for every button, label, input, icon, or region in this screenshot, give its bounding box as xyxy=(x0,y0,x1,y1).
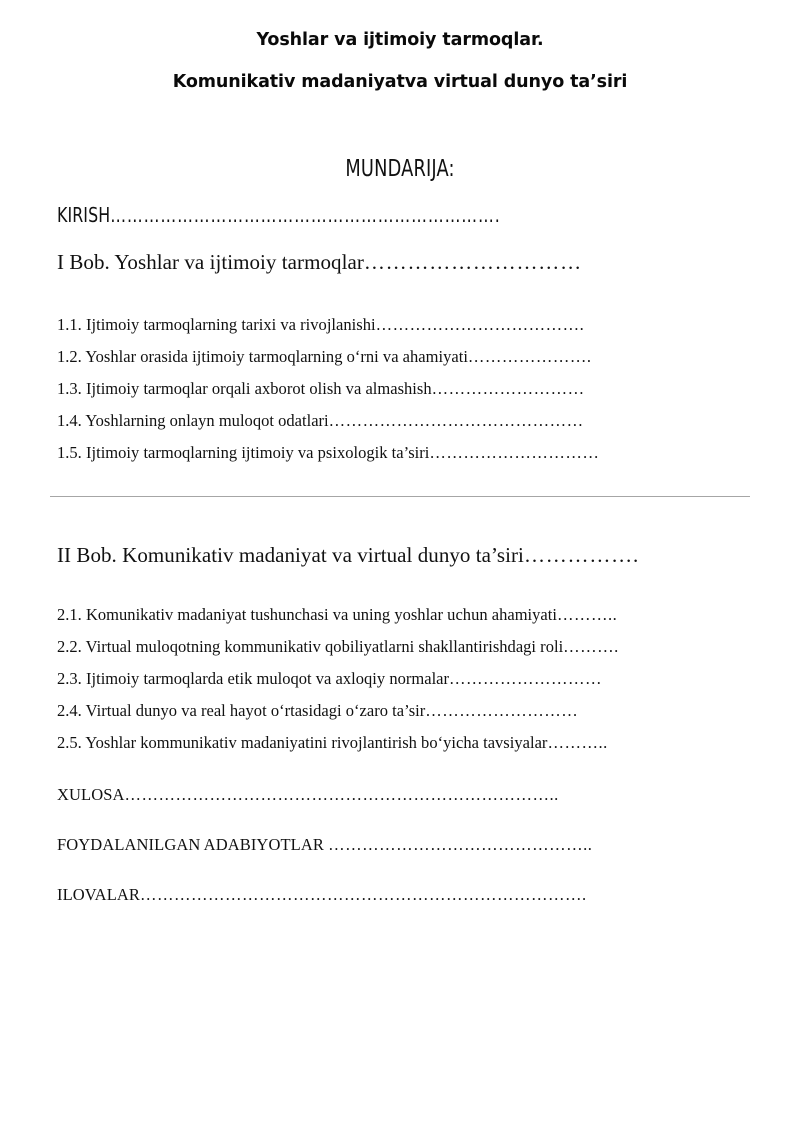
toc-entry-references xyxy=(57,835,592,855)
toc-entry-label: ILOVALAR xyxy=(57,885,140,904)
toc-entry-1-5 xyxy=(57,443,599,463)
toc-entry-appendices xyxy=(57,885,587,905)
toc-entry-kirish xyxy=(57,203,501,227)
toc-entry-1-2 xyxy=(57,347,592,367)
toc-entry-chapter-2 xyxy=(57,543,639,568)
dot-leader: ……………………… xyxy=(425,701,579,720)
dot-leader: ……………………………………………………………………. xyxy=(140,885,587,904)
dot-leader: ……………………………………….. xyxy=(328,835,593,854)
toc-entry-label: XULOSA xyxy=(57,785,125,804)
dot-leader: ………………………… xyxy=(429,443,600,462)
toc-entry-label: II Bob. Komunikativ madaniyat va virtual dunyo ta’siri xyxy=(57,543,524,567)
toc-entry-label: 1.4. Yoshlarning onlayn muloqot odatlari xyxy=(57,411,329,430)
document-title-line-2: Komunikativ madaniyatva virtual dunyo ta’siri xyxy=(172,72,628,92)
toc-entry-label: FOYDALANILGAN ADABIYOTLAR xyxy=(57,835,329,854)
toc-entry-label: KIRISH xyxy=(57,203,111,227)
dot-leader: ……….. xyxy=(557,605,618,624)
toc-entry-1-3 xyxy=(57,379,585,399)
toc-entry-label: 2.5. Yoshlar kommunikativ madaniyatini rivojlantirish bo‘yicha tavsiyalar xyxy=(57,733,548,752)
dot-leader: ………………………………. xyxy=(375,315,585,334)
dot-leader: ………. xyxy=(563,637,619,656)
toc-entry-label: 1.3. Ijtimoiy tarmoqlar orqali axborot olish va almashish xyxy=(57,379,432,398)
toc-entry-label: 2.3. Ijtimoiy tarmoqlarda etik muloqot va axloqiy normalar xyxy=(57,669,450,688)
toc-entry-label: 1.5. Ijtimoiy tarmoqlarning ijtimoiy va psixologik ta’siri xyxy=(57,443,430,462)
toc-entry-label: 2.1. Komunikativ madaniyat tushunchasi va uning yoshlar uchun ahamiyati xyxy=(57,605,557,624)
dot-leader: ………………………… xyxy=(363,250,582,274)
toc-entry-label: 2.4. Virtual dunyo va real hayot o‘rtasidagi o‘zaro ta’sir xyxy=(57,701,426,720)
toc-entry-chapter-1 xyxy=(57,250,582,275)
dot-leader: ……………………… xyxy=(431,379,585,398)
toc-entry-label: 1.2. Yoshlar orasida ijtimoiy tarmoqlarning o‘rni va ahamiyati xyxy=(57,347,468,366)
toc-entry-label: 2.2. Virtual muloqotning kommunikativ qobiliyatlarni shakllantirishdagi roli xyxy=(57,637,564,656)
contents-heading: MUNDARIJA: xyxy=(345,156,455,182)
toc-entry-xulosa xyxy=(57,785,559,805)
toc-entry-label: 1.1. Ijtimoiy tarmoqlarning tarixi va rivojlanishi xyxy=(57,315,376,334)
dot-leader: …………………. xyxy=(467,347,592,366)
toc-entry-2-2 xyxy=(57,637,619,657)
toc-entry-2-4 xyxy=(57,701,578,721)
dot-leader: ……………………… xyxy=(449,669,603,688)
dot-leader: ……….. xyxy=(547,733,608,752)
toc-entry-1-1 xyxy=(57,315,584,335)
toc-entry-2-5 xyxy=(57,733,608,753)
toc-entry-label: I Bob. Yoshlar va ijtimoiy tarmoqlar xyxy=(57,250,364,274)
dot-leader: ……………………………………… xyxy=(328,411,584,430)
toc-entry-2-3 xyxy=(57,669,602,689)
toc-entry-2-1 xyxy=(57,605,617,625)
document-title-line-1: Yoshlar va ijtimoiy tarmoqlar. xyxy=(256,30,544,50)
section-divider xyxy=(50,496,750,497)
dot-leader: ……………………………………………………………. xyxy=(110,203,501,227)
toc-entry-1-4 xyxy=(57,411,584,431)
dot-leader: ………………………………………………………………….. xyxy=(124,785,559,804)
dot-leader: ……………. xyxy=(523,543,640,567)
